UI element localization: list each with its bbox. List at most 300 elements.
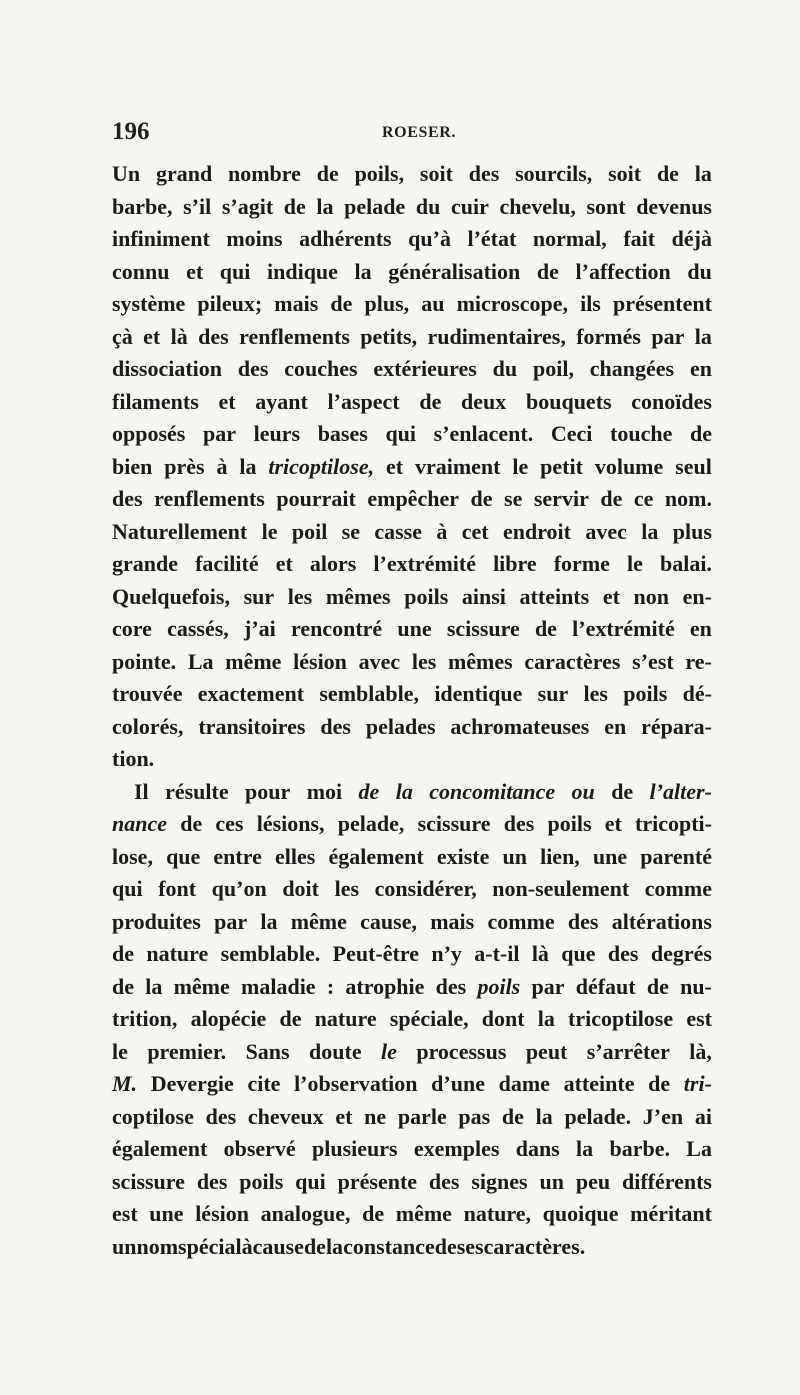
word: alopécie (190, 1006, 267, 1031)
word: La (187, 648, 214, 674)
word: des (567, 908, 599, 934)
word: un (539, 1168, 564, 1194)
word: également (112, 1136, 208, 1161)
word: l’extrémité (572, 616, 675, 641)
word: infiniment (112, 226, 210, 251)
word: de (112, 941, 134, 966)
word: poil, (532, 356, 574, 381)
word: de (434, 1233, 457, 1259)
word: est (112, 1201, 138, 1226)
word: vraiment (414, 453, 501, 479)
word: nance (112, 811, 167, 836)
word: et (335, 1103, 353, 1129)
word: constance (343, 1233, 435, 1259)
word: de (316, 161, 339, 186)
text-line (112, 1166, 712, 1199)
word: atteints (519, 583, 590, 609)
word: concomitance (429, 778, 556, 804)
word: de (330, 291, 353, 316)
word: libre (493, 551, 537, 576)
word: Devergie (150, 1071, 234, 1096)
word: servir (533, 486, 589, 511)
word: formés (576, 323, 641, 349)
word: l’alter- (649, 778, 712, 804)
word: une (397, 616, 432, 641)
word: dé- (682, 681, 712, 706)
word: de (534, 616, 557, 641)
word: avec (358, 648, 401, 674)
word: ne (364, 1103, 387, 1129)
word: couches (284, 356, 358, 381)
word: les (411, 648, 437, 674)
word: barbe. (609, 1136, 670, 1161)
text-line (112, 873, 712, 906)
word: est (686, 1006, 712, 1031)
text-line (112, 841, 712, 874)
word: du (492, 356, 518, 381)
word: des (205, 1103, 237, 1129)
word: même (395, 1201, 452, 1226)
word: parle (397, 1103, 447, 1129)
text-line (112, 1036, 712, 1069)
word: de (283, 193, 306, 219)
word: s’il (183, 193, 212, 219)
word: grande (112, 551, 178, 576)
word: et (385, 453, 404, 479)
word: et (602, 583, 620, 609)
word: la (537, 1006, 555, 1031)
word: moi (306, 778, 343, 804)
word: également (328, 843, 424, 869)
word: dissociation (112, 356, 223, 381)
word: core (112, 616, 152, 641)
word: casse (374, 518, 423, 544)
word: de (180, 811, 203, 836)
word: du (415, 193, 441, 219)
word: les (287, 583, 313, 609)
word: peut (525, 1038, 568, 1064)
word: produites (112, 908, 201, 934)
word: de (611, 778, 634, 804)
word: le (512, 453, 529, 479)
word: près (164, 453, 205, 479)
word: la (316, 193, 334, 219)
word: de (470, 486, 493, 511)
word: atteinte (563, 1071, 635, 1096)
word: en (689, 356, 712, 381)
word: nu- (680, 973, 712, 999)
word: des (607, 941, 639, 966)
word: analogue, (260, 1201, 351, 1226)
word: cheveux (247, 1103, 324, 1129)
word: indique (267, 258, 338, 284)
text-line (112, 711, 712, 744)
word: re- (685, 648, 712, 674)
word: caractères (524, 648, 621, 674)
word: le (627, 551, 643, 576)
word: des (320, 713, 351, 739)
word: poils, (354, 161, 405, 186)
word: en (689, 616, 712, 641)
word: M. (112, 1071, 138, 1096)
word: renflements (239, 323, 350, 349)
body-text (112, 158, 712, 1263)
word: cause (252, 1233, 304, 1259)
word: poils (477, 973, 521, 999)
word: sur (537, 681, 569, 706)
word: de (362, 1201, 385, 1226)
text-line (112, 483, 712, 516)
word: poils (547, 811, 592, 836)
word: empêcher (367, 486, 459, 511)
word: sont (586, 193, 626, 219)
word: microscope, (456, 291, 568, 316)
word: lésion (195, 1201, 249, 1226)
word: plus, (364, 291, 410, 316)
word: mais (274, 291, 319, 316)
word: doit (282, 876, 319, 901)
word: dont (481, 1006, 525, 1031)
word: pointe. (112, 648, 177, 674)
word: bien (112, 453, 153, 479)
word: renflements (154, 486, 265, 511)
word: soit (419, 161, 453, 186)
word: bases (317, 421, 368, 446)
word: au (421, 291, 445, 316)
word: là (170, 323, 188, 349)
word: de (501, 1103, 524, 1129)
word: processus (416, 1038, 507, 1064)
word: peu (575, 1168, 611, 1194)
word: la (694, 161, 712, 186)
text-line (112, 548, 712, 581)
word: touche (610, 421, 673, 446)
text-line (112, 776, 712, 809)
word: extérieures (373, 356, 477, 381)
text-line (112, 613, 712, 646)
word: dame (498, 1071, 550, 1096)
word: qui (385, 421, 417, 446)
word: la (260, 908, 278, 934)
word: pelade (344, 193, 406, 219)
word: généralisation (388, 258, 521, 284)
word: de (419, 388, 442, 414)
word: barbe, (112, 193, 173, 219)
word: petit (540, 453, 583, 479)
word: atrophie (345, 973, 425, 999)
word: des (196, 1168, 228, 1194)
word: qui (112, 876, 143, 901)
word: alors (309, 551, 357, 576)
word: cet (461, 518, 489, 544)
text-line (112, 223, 712, 256)
word: tricoptilose, (268, 453, 375, 479)
word: et (143, 323, 161, 349)
word: là (531, 941, 549, 966)
word: La (686, 1136, 712, 1161)
word: même (225, 648, 282, 674)
word: la (641, 518, 659, 544)
word: poils (239, 1168, 284, 1194)
word: déjà (671, 226, 712, 251)
word: ai (694, 1103, 712, 1129)
word: Sans (245, 1038, 290, 1064)
word: avec (585, 518, 627, 544)
word: et (186, 258, 204, 284)
word: nature, (463, 1201, 532, 1226)
word: cassés, (167, 616, 229, 641)
word: de (646, 973, 669, 999)
word: de (358, 778, 380, 804)
word: des (428, 1168, 460, 1194)
word: font (158, 876, 197, 901)
word: s’enlacent. (433, 421, 534, 446)
word: ou (571, 778, 595, 804)
text-line (112, 938, 712, 971)
word: en- (682, 583, 712, 609)
word: pourrait (276, 486, 356, 511)
word: mais (430, 908, 475, 934)
word: Il (134, 778, 149, 804)
word: à (436, 518, 448, 544)
word: mêmes (325, 583, 391, 609)
word: l’observation (294, 1071, 418, 1096)
word: un (112, 1233, 137, 1259)
word: conoïdes (631, 388, 712, 414)
word: plus (672, 518, 712, 544)
word: dans (515, 1136, 560, 1161)
text-line (112, 1231, 712, 1264)
word: nature (146, 941, 209, 966)
word: de (303, 1233, 326, 1259)
text-line (112, 353, 712, 386)
word: degrés (650, 941, 712, 966)
word: deux (461, 388, 507, 414)
word: la (576, 1136, 594, 1161)
word: existe (436, 843, 490, 869)
text-line (112, 321, 712, 354)
word: observé (223, 1136, 296, 1161)
word: nom. (664, 486, 712, 511)
word: pas (458, 1103, 491, 1129)
word: connu (112, 258, 170, 284)
word: répara- (641, 713, 712, 739)
word: J’en (642, 1103, 684, 1129)
word: les (334, 876, 360, 901)
word: achromateuses (450, 713, 590, 739)
word: lésion (293, 648, 347, 674)
word: devenus (636, 193, 712, 219)
word: cuir (450, 193, 489, 219)
word: petits, (360, 323, 418, 349)
word: çà (112, 323, 133, 349)
word: exemples (413, 1136, 500, 1161)
text-line (112, 1068, 712, 1101)
text-line (112, 386, 712, 419)
word: signes (471, 1168, 528, 1194)
text-line (112, 158, 712, 191)
word: ils (580, 291, 601, 316)
word: la (395, 778, 413, 804)
word: rencontré (290, 616, 383, 641)
word: pileux; (197, 291, 263, 316)
text-line (112, 971, 712, 1004)
word: des (503, 811, 535, 836)
word: même (290, 908, 347, 934)
word: par (531, 973, 565, 999)
word: de (600, 486, 623, 511)
word: tricopti- (635, 811, 712, 836)
word: ces (215, 811, 244, 836)
word: colorés, (112, 713, 184, 739)
word: par (202, 421, 236, 446)
word: Peut-être (332, 941, 419, 966)
word: spécial (178, 1233, 242, 1259)
word: et (275, 551, 293, 576)
word: ce (633, 486, 654, 511)
word: poils (404, 583, 449, 609)
word: non (633, 583, 670, 609)
word: ainsi (461, 583, 506, 609)
word: d’une (431, 1071, 485, 1096)
word: poil (291, 518, 328, 544)
word: présentent (612, 291, 712, 316)
page-header (112, 118, 712, 148)
word: Naturellement (112, 518, 248, 544)
word: j’ai (244, 616, 276, 641)
word: Ceci (550, 421, 593, 446)
page-number: 196 (112, 118, 150, 145)
word: nom (136, 1233, 179, 1259)
word: cite (247, 1071, 281, 1096)
word: plusieurs (311, 1136, 398, 1161)
word: la (325, 1233, 344, 1259)
word: tion. (112, 746, 155, 771)
word: des (435, 973, 467, 999)
word: de (279, 1006, 302, 1031)
word: altérations (611, 908, 712, 934)
word: présente (337, 1168, 418, 1194)
word: s’arrêter (586, 1038, 670, 1064)
word: en (604, 713, 627, 739)
word: le (112, 1038, 128, 1064)
word: l’extrémité (373, 551, 476, 576)
text-line (112, 1003, 712, 1036)
word: résulte (165, 778, 229, 804)
word: balai. (659, 551, 712, 576)
word: trition, (112, 1006, 178, 1031)
word: grand (155, 161, 213, 186)
word: entre (213, 843, 262, 869)
word: scissure (446, 616, 520, 641)
word: soit (608, 161, 642, 186)
word: changées (589, 356, 675, 381)
word: premier. (147, 1038, 227, 1064)
word: lésions, (256, 811, 325, 836)
word: seul (675, 453, 712, 479)
word: pelade. (564, 1103, 632, 1129)
word: volume (594, 453, 664, 479)
word: leurs (253, 421, 301, 446)
word: se (341, 518, 360, 544)
word: n’y (431, 941, 462, 966)
word: transitoires (198, 713, 306, 739)
word: trouvée (112, 681, 183, 706)
word: la (354, 258, 372, 284)
word: tricoptilose (568, 1006, 674, 1031)
word: bouquets (525, 388, 612, 414)
text-line (112, 906, 712, 939)
word: un (502, 843, 527, 869)
word: fait (623, 226, 656, 251)
word: filaments (112, 388, 199, 414)
text-line (112, 418, 712, 451)
word: par (651, 323, 685, 349)
word: coptilose (112, 1103, 194, 1129)
text-line (112, 808, 712, 841)
word: normal, (532, 226, 607, 251)
word: : (326, 973, 335, 999)
text-line (112, 1101, 712, 1134)
word: à (216, 453, 228, 479)
word: de (648, 1071, 671, 1096)
word: la (535, 1103, 553, 1129)
text-line (112, 678, 712, 711)
text-line (112, 516, 712, 549)
word: Quelquefois, (112, 583, 230, 609)
text-line (112, 1133, 712, 1166)
word: le (261, 518, 278, 544)
text-line (112, 191, 712, 224)
word: le (381, 1038, 397, 1064)
word: lose, (112, 843, 153, 869)
text-line (112, 288, 712, 321)
word: forme (553, 551, 610, 576)
word: maladie (241, 973, 316, 999)
word: de (656, 161, 679, 186)
word: des (112, 486, 143, 511)
word: que (561, 941, 596, 966)
word: la (694, 323, 712, 349)
word: caractères. (483, 1233, 586, 1259)
word: doute (309, 1038, 362, 1064)
word: des (468, 161, 500, 186)
word: se (504, 486, 523, 511)
word: sur (243, 583, 275, 609)
word: comme (487, 908, 555, 934)
text-line (112, 581, 712, 614)
word: que (166, 843, 201, 869)
word: l’affection (575, 258, 671, 284)
word: des (198, 323, 229, 349)
word: elles (275, 843, 316, 869)
word: scissure (417, 811, 491, 836)
word: considérer, (374, 876, 477, 901)
word: parenté (640, 843, 712, 869)
word: même (173, 973, 230, 999)
text-line (112, 1198, 712, 1231)
word: de (112, 973, 134, 999)
word: l’aspect (327, 388, 400, 414)
word: lien, (540, 843, 580, 869)
word: a-t-il (474, 941, 520, 966)
word: qu’on (211, 876, 267, 901)
text-line (112, 646, 712, 679)
word: cause, (360, 908, 417, 934)
word: identique (434, 681, 523, 706)
word: différents (621, 1168, 712, 1194)
word: sourcils, (515, 161, 593, 186)
